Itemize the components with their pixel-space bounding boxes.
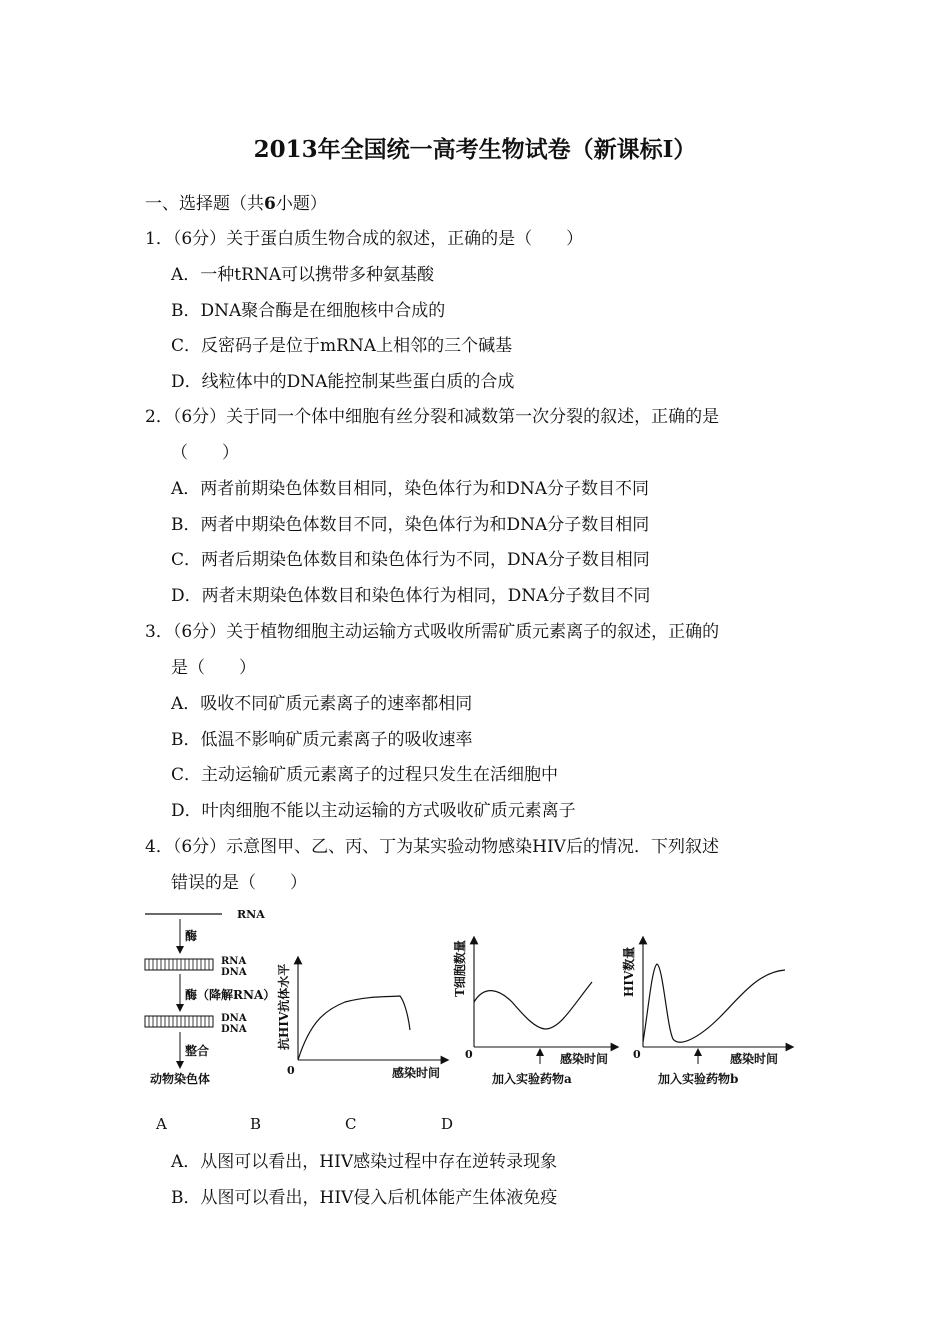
figure-label-b: B [250, 1115, 262, 1133]
question-3-stem-cont: 是（ ） [171, 658, 256, 678]
question-4-option-b: B．从图可以看出，HIV侵入后机体能产生体液免疫 [171, 1188, 558, 1208]
figure-d-chart [621, 940, 790, 1086]
figure-d-origin: 0 [633, 1048, 641, 1061]
question-3-option-c: C．主动运输矿质元素离子的过程只发生在活细胞中 [171, 765, 559, 785]
figure-a-enzyme-1: 酶 [185, 929, 198, 943]
question-2-option-c: C．两者后期染色体数目和染色体行为不同，DNA分子数目相同 [171, 550, 650, 570]
figure-b-origin: 0 [287, 1064, 295, 1077]
figure-b-chart [276, 960, 445, 1080]
question-1-option-b: B．DNA聚合酶是在细胞核中合成的 [171, 301, 446, 321]
figure-a-dna-label-1: DNA [221, 967, 247, 978]
question-3-option-a: A．吸收不同矿质元素离子的速率都相同 [171, 694, 473, 714]
page-title: 2013年全国统一高考生物试卷（新课标Ⅰ） [253, 136, 697, 163]
section-suffix: 小题） [275, 194, 327, 214]
figure-d-xlabel: 感染时间 [730, 1052, 779, 1066]
figure-a-dna-label-3: DNA [221, 1024, 247, 1035]
question-4-stem: 4．（6分）示意图甲、乙、丙、丁为某实验动物感染HIV后的情况．下列叙述 [145, 837, 719, 857]
figure-a-rna-label: RNA [237, 908, 265, 921]
figure-a-rna-label-2: RNA [221, 956, 247, 967]
question-1-option-a: A．一种tRNA可以携带多种氨基酸 [171, 265, 435, 285]
figure-a-integrate: 整合 [185, 1044, 210, 1058]
section-prefix: 一、选择题（共 [145, 194, 264, 214]
figure-d-drug: 加入实验药物b [658, 1072, 739, 1086]
question-3-option-d: D．叶肉细胞不能以主动运输的方式吸收矿质元素离子 [171, 801, 576, 821]
figure-b-xlabel: 感染时间 [392, 1066, 441, 1080]
figure-label-c: C [345, 1115, 357, 1133]
figure-c-chart [452, 940, 615, 1086]
dna-double-strand [145, 1016, 213, 1027]
question-1-option-d: D．线粒体中的DNA能控制某些蛋白质的合成 [171, 372, 515, 392]
figure-label-a: A [156, 1115, 167, 1133]
question-1-stem: 1．（6分）关于蛋白质生物合成的叙述，正确的是（ ） [145, 229, 584, 249]
figure-c-ylabel: T细胞数量 [453, 940, 467, 997]
figure-c-origin: 0 [465, 1048, 473, 1061]
question-3-stem: 3．（6分）关于植物细胞主动运输方式吸收所需矿质元素离子的叙述，正确的 [145, 622, 720, 642]
question-4-stem-cont: 错误的是（ ） [171, 873, 307, 893]
section-heading [145, 189, 327, 214]
figure-b-ylabel: 抗HIV抗体水平 [277, 963, 291, 1050]
question-3-option-b: B．低温不影响矿质元素离子的吸收速率 [171, 730, 473, 750]
question-2-option-d: D．两者末期染色体数目和染色体行为相同，DNA分子数目不同 [171, 586, 651, 606]
question-4-option-a: A．从图可以看出，HIV感染过程中存在逆转录现象 [171, 1152, 558, 1172]
figure-a-diagram [145, 908, 275, 1086]
question-4-figure [140, 902, 820, 1097]
question-2-option-b: B．两者中期染色体数目不同，染色体行为和DNA分子数目相同 [171, 515, 650, 535]
figure-a-dna-label-2: DNA [221, 1013, 247, 1024]
figure-c-drug: 加入实验药物a [492, 1072, 572, 1086]
figure-c-curve [474, 982, 592, 1029]
figure-a-enzyme-2: 酶（降解RNA） [185, 988, 276, 1002]
figure-label-d: D [441, 1115, 454, 1133]
question-2-option-a: A．两者前期染色体数目相同，染色体行为和DNA分子数目不同 [171, 479, 650, 499]
figure-d-curve [643, 964, 785, 1042]
figure-d-ylabel: HIV数量 [622, 946, 636, 997]
figure-b-curve [298, 996, 410, 1060]
figure-a-chromosome: 动物染色体 [150, 1072, 211, 1086]
question-2-stem-cont: （ ） [171, 443, 239, 463]
section-count: 6 [264, 194, 276, 214]
rna-dna-hybrid [145, 959, 213, 970]
question-1-option-c: C．反密码子是位于mRNA上相邻的三个碱基 [171, 336, 513, 356]
question-2-stem: 2．（6分）关于同一个体中细胞有丝分裂和减数第一次分裂的叙述，正确的是 [145, 407, 720, 427]
figure-c-xlabel: 感染时间 [560, 1052, 609, 1066]
